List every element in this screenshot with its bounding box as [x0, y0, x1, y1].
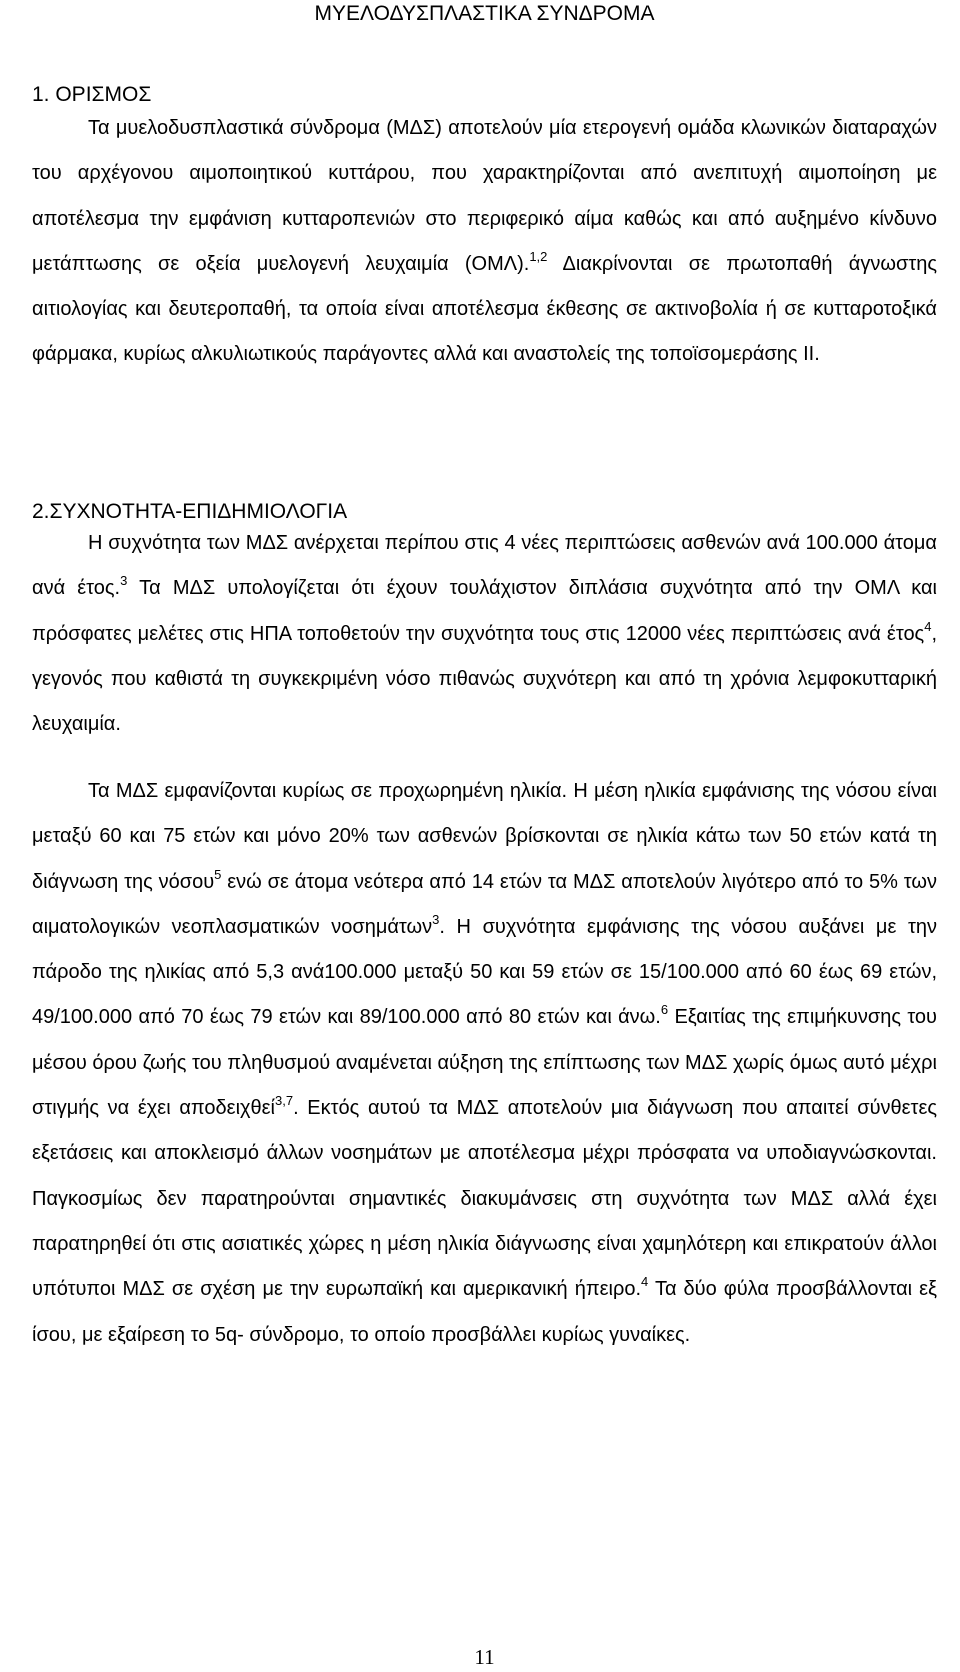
citation-superscript: 3,7 [275, 1093, 294, 1109]
frequency-paragraph [32, 521, 937, 747]
text-segment: Τα ΜΔΣ υπολογίζεται ότι έχουν τουλάχιστον διπλάσια συχνότητα από την ΟΜΛ και πρόσφατες μελέτες στις ΗΠΑ τοποθετούν την συχνότητα τους στις 12000 νέες περιπτώσεις ανά έτος [32, 577, 937, 645]
section-heading-definition: 1. ΟΡΙΣΜΟΣ [32, 83, 152, 106]
text-segment: Διακρίνονται σε πρωτοπαθή άγνωστης αιτιολογίας και δευτεροπαθή, τα οποία είναι αποτέλεσμα έκθεσης σε ακτινοβολία ή σε κυτταροτοξικά φάρμακα, κυρίως αλκυλιωτικούς παράγοντες αλλά και αναστολείς της τοποϊσομεράσης ΙΙ. [32, 252, 937, 366]
text-segment: Εξαιτίας της επιμήκυνσης του μέσου όρου ζωής του πληθυσμού αναμένεται αύξηση της επίπτωσης των ΜΔΣ χωρίς όμως αυτό μέχρι στιγμής να έχει αποδειχθεί [32, 1006, 937, 1120]
age-distribution-paragraph [32, 769, 937, 1358]
text-segment: Τα ΜΔΣ εμφανίζονται κυρίως σε προχωρημένη ηλικία. Η μέση ηλικία εμφάνισης της νόσου είναι μεταξύ 60 και 75 ετών και μόνο 20% των ασθενών βρίσκονται σε ηλικία κάτω των 50 ετών κατά τη διάγνωση της νόσου [32, 780, 937, 893]
page-number: 11 [474, 1645, 495, 1669]
citation-superscript: 3 [120, 573, 128, 589]
page-body [32, 0, 937, 1672]
text-segment: . Εκτός αυτού τα ΜΔΣ αποτελούν μια διάγνωση που απαιτεί σύνθετες εξετάσεις και αποκλεισμό άλλων νοσημάτων με αποτέλεσμα μέχρι πρόσφατα να υποδιαγνώσκονται. Παγκοσμίως δεν παρατηρούνται σημαντικές διακυμάνσεις στη συχνότητα των ΜΔΣ αλλά έχει παρατηρηθεί ότι στις ασιατικές χώρες η μέση ηλικία διάγνωσης είναι χαμηλότερη και επικρατούν άλλοι υπότυποι ΜΔΣ σε σχέση με την ευρωπαϊκή και αμερικανική ήπειρο. [32, 1097, 937, 1301]
text-segment: Τα δύο φύλα προσβάλλονται εξ ίσου, με εξαίρεση το 5q- σύνδρομο, το οποίο προσβάλλει κυρίως γυναίκες. [32, 1278, 937, 1346]
section-heading-epidemiology: 2.ΣΥΧΝΟΤΗΤΑ-ΕΠΙΔΗΜΙΟΛΟΓΙΑ [32, 500, 348, 523]
citation-superscript: 5 [214, 866, 222, 882]
definition-paragraph [32, 106, 937, 378]
text-segment: . Η συχνότητα εμφάνισης της νόσου αυξάνει με την πάροδο της ηλικίας από 5,3 ανά100.000 μεταξύ 50 και 59 ετών σε 15/100.000 από 60 έως 69 ετών, 49/100.000 από 70 έως 79 ετών και 89/100.000 από 80 ετών και άνω. [32, 915, 937, 1029]
text-segment: , γεγονός που καθιστά τη συγκεκριμένη νόσο πιθανώς συχνότερη και από τη χρόνια λεμφοκυτταρική λευχαιμία. [32, 622, 937, 736]
citation-superscript: 6 [660, 1002, 669, 1018]
citation-superscript: 4 [641, 1274, 649, 1290]
document-title: ΜΥΕΛΟΔΥΣΠΛΑΣΤΙΚΑ ΣΥΝΔΡΟΜΑ [314, 2, 655, 25]
text-segment: ενώ σε άτομα νεότερα από 14 ετών τα ΜΔΣ αποτελούν λιγότερο από το 5% των αιματολογικών νεοπλασματικών νοσημάτων [32, 870, 938, 938]
citation-superscript: 1,2 [529, 248, 548, 264]
citation-superscript: 4 [924, 618, 932, 634]
citation-superscript: 3 [432, 911, 440, 927]
text-segment: Η συχνότητα των ΜΔΣ ανέρχεται περίπου στις 4 νέες περιπτώσεις ασθενών ανά 100.000 άτομα ανά έτος. [32, 532, 937, 600]
text-segment: Τα μυελοδυσπλαστικά σύνδρομα (ΜΔΣ) αποτελούν μία ετερογενή ομάδα κλωνικών διαταραχών του αρχέγονου αιμοποιητικού κυττάρου, που χαρακτηρίζονται από ανεπιτυχή αιμοποίηση με αποτέλεσμα την εμφάνιση κυτταροπενιών στο περιφερικό αίμα καθώς και από αυξημένο κίνδυνο μετάπτωσης σε οξεία μυελογενή λευχαιμία (ΟΜΛ). [32, 117, 937, 275]
